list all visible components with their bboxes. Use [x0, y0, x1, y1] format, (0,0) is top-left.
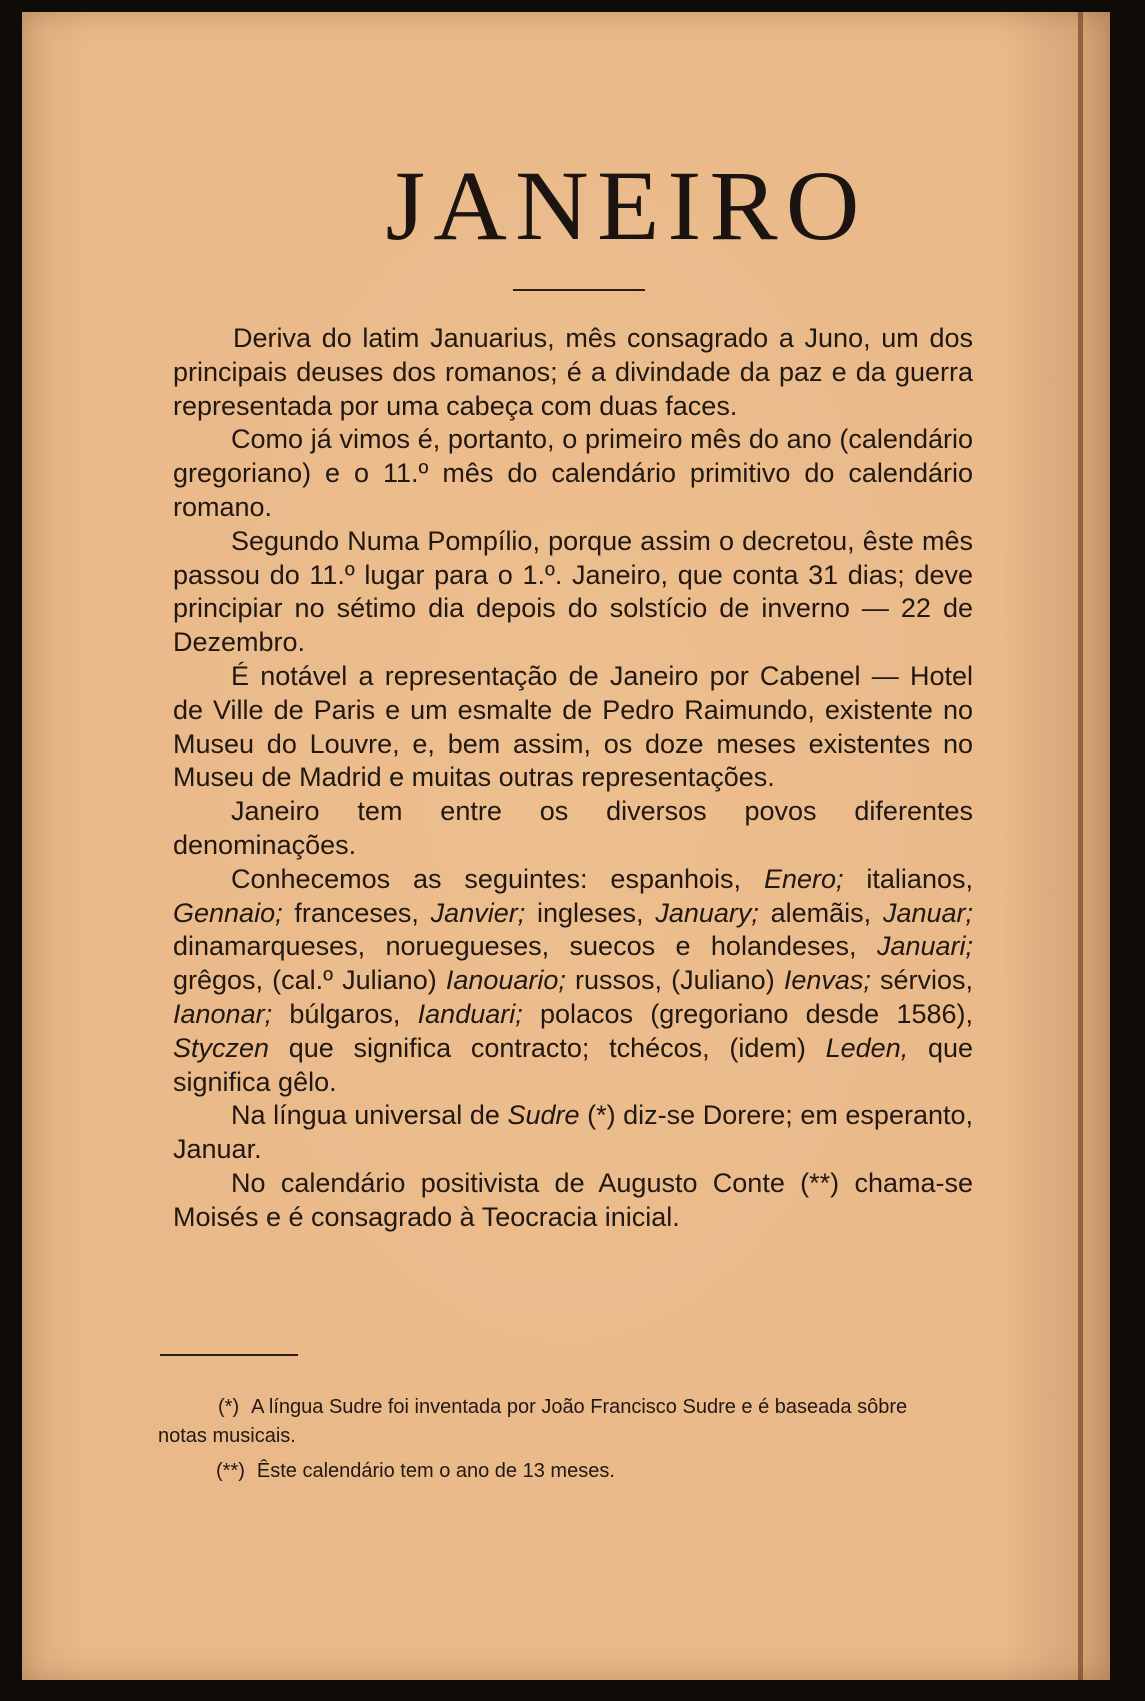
- body-text: [173, 322, 973, 1235]
- footnotes: [158, 1393, 958, 1486]
- page-title: JANEIRO: [385, 150, 868, 261]
- text-run: italianos,: [843, 863, 973, 894]
- paragraph-6: [173, 863, 973, 1100]
- text-run: Na língua universal de: [231, 1100, 508, 1131]
- name-greek: Ianouario;: [445, 965, 566, 996]
- name-italian: Gennaio;: [173, 897, 283, 928]
- name-polish: Styczen: [173, 1032, 270, 1063]
- footnote-divider: [160, 1354, 298, 1356]
- name-french: Janvier;: [430, 897, 526, 928]
- name-czech: Leden,: [825, 1032, 909, 1063]
- name-german: Januar;: [882, 897, 973, 928]
- paragraph-2: Como já vimos é, portanto, o primeiro mês do ano (calendário gregoriano) e o 11.º mês do calendário primitivo do calendário romano.: [173, 424, 973, 522]
- footnote-marker: (*): [218, 1396, 240, 1418]
- name-serbian: Ianonar;: [173, 998, 273, 1029]
- text-run: Conhecemos as seguintes: espanhois,: [231, 863, 764, 894]
- text-run: ingleses,: [525, 897, 656, 928]
- text-run: que significa gêlo.: [173, 1032, 973, 1097]
- text-run: sérvios,: [870, 965, 974, 996]
- name-spanish: Enero;: [763, 863, 844, 894]
- footnote-text: A língua Sudre foi inventada por João Francisco Sudre e é baseada sôbre notas musicais.: [158, 1396, 908, 1447]
- footnote-marker: (**): [216, 1460, 245, 1482]
- paragraph-5: Janeiro tem entre os diversos povos diferentes denominações.: [173, 796, 973, 860]
- paragraph-8: No calendário positivista de Augusto Conte (**) chama-se Moisés e é consagrado à Teocracia inicial.: [173, 1167, 973, 1232]
- text-run: (*) diz-se Dorere; em esperanto, Januar.: [173, 1100, 974, 1165]
- name-nordic: Januari;: [876, 931, 973, 962]
- name-sudre: Sudre: [507, 1100, 580, 1131]
- name-russian: Ienvas;: [783, 965, 871, 996]
- text-run: búlgaros,: [272, 998, 418, 1029]
- footnote-2: [158, 1457, 958, 1486]
- name-bulgarian: Ianduari;: [417, 998, 523, 1029]
- paragraph-4: É notável a representação de Janeiro por Cabenel — Hotel de Ville de Paris e um esmalte de Pedro Raimundo, existente no Museu do Louvre, e, bem assim, os doze meses existentes no Museu de Madrid e muitas outras representações.: [173, 660, 973, 793]
- text-run: que significa contracto; tchécos, (idem): [269, 1032, 826, 1063]
- text-run: alemãis,: [758, 897, 883, 928]
- text-run: russos, (Juliano): [565, 965, 784, 996]
- paragraph-1: Deriva do latim Januarius, mês consagrado a Juno, um dos principais deuses dos romanos; é a divindade da paz e da guerra representada por uma cabeça com duas faces.: [173, 323, 973, 421]
- text-run: grêgos, (cal.º Juliano): [173, 965, 446, 996]
- footnote-text: Êste calendário tem o ano de 13 meses.: [256, 1460, 615, 1482]
- title-divider: [513, 289, 645, 291]
- footnote-1: [158, 1393, 958, 1451]
- name-english: January;: [655, 897, 759, 928]
- paragraph-3: Segundo Numa Pompílio, porque assim o decretou, êste mês passou do 11.º lugar para o 1.º. Janeiro, que conta 31 dias; deve principiar no sétimo dia depois do solstício de inverno — 22 de Dezembro.: [173, 525, 973, 658]
- text-run: polacos (gregoriano desde 1586),: [522, 998, 973, 1029]
- text-run: franceses,: [282, 897, 431, 928]
- text-run: dinamarqueses, noruegueses, suecos e holandeses,: [173, 931, 877, 962]
- paragraph-7: [173, 1099, 973, 1167]
